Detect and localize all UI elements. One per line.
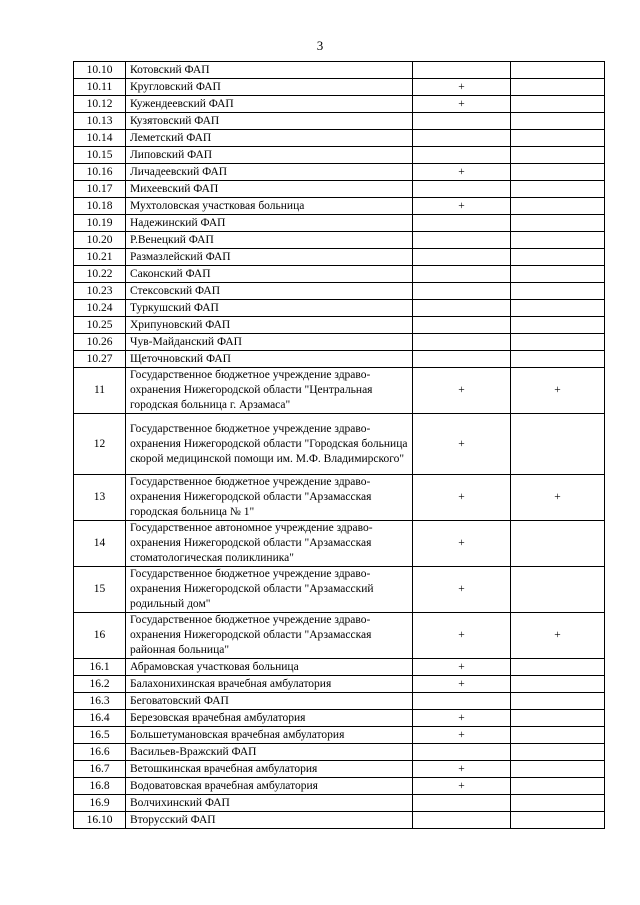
institution-name-cell: Васильев-Вражский ФАП bbox=[126, 744, 413, 761]
row-number-cell: 10.15 bbox=[74, 147, 126, 164]
institution-name-cell: Беговатовский ФАП bbox=[126, 693, 413, 710]
mark-cell-col4 bbox=[511, 414, 605, 475]
mark-cell-col4: + bbox=[511, 613, 605, 659]
row-number-cell: 10.18 bbox=[74, 198, 126, 215]
mark-cell-col4 bbox=[511, 232, 605, 249]
mark-cell-col4 bbox=[511, 521, 605, 567]
mark-cell-col4: + bbox=[511, 368, 605, 414]
table-row bbox=[74, 351, 605, 368]
table-row bbox=[74, 475, 605, 521]
mark-cell-col4 bbox=[511, 710, 605, 727]
table-row bbox=[74, 164, 605, 181]
mark-cell-col4 bbox=[511, 727, 605, 744]
mark-cell-col3: + bbox=[413, 79, 511, 96]
mark-cell-col4 bbox=[511, 795, 605, 812]
table-row bbox=[74, 232, 605, 249]
mark-cell-col4 bbox=[511, 567, 605, 613]
row-number-cell: 16.7 bbox=[74, 761, 126, 778]
table-row bbox=[74, 130, 605, 147]
mark-cell-col3 bbox=[413, 113, 511, 130]
mark-cell-col3 bbox=[413, 317, 511, 334]
mark-cell-col3: + bbox=[413, 96, 511, 113]
mark-cell-col3 bbox=[413, 334, 511, 351]
mark-cell-col3: + bbox=[413, 198, 511, 215]
table-row bbox=[74, 693, 605, 710]
mark-cell-col4: + bbox=[511, 475, 605, 521]
mark-cell-col3 bbox=[413, 232, 511, 249]
row-number-cell: 10.26 bbox=[74, 334, 126, 351]
institution-name-cell: Щеточновский ФАП bbox=[126, 351, 413, 368]
row-number-cell: 10.24 bbox=[74, 300, 126, 317]
row-number-cell: 10.23 bbox=[74, 283, 126, 300]
table-row bbox=[74, 744, 605, 761]
table-row bbox=[74, 727, 605, 744]
table-row bbox=[74, 113, 605, 130]
row-number-cell: 10.11 bbox=[74, 79, 126, 96]
mark-cell-col4 bbox=[511, 79, 605, 96]
mark-cell-col4 bbox=[511, 130, 605, 147]
mark-cell-col4 bbox=[511, 693, 605, 710]
row-number-cell: 12 bbox=[74, 414, 126, 475]
institution-name-cell: Стексовский ФАП bbox=[126, 283, 413, 300]
mark-cell-col3 bbox=[413, 283, 511, 300]
institution-name-cell: Водоватовская врачебная амбулатория bbox=[126, 778, 413, 795]
institution-name-cell: Большетумановская врачебная амбулатория bbox=[126, 727, 413, 744]
institution-name-cell: Вторусский ФАП bbox=[126, 812, 413, 829]
mark-cell-col4 bbox=[511, 164, 605, 181]
table-row bbox=[74, 300, 605, 317]
row-number-cell: 14 bbox=[74, 521, 126, 567]
institution-name-cell: Кужендеевский ФАП bbox=[126, 96, 413, 113]
row-number-cell: 16.9 bbox=[74, 795, 126, 812]
institution-name-cell: Р.Венецкий ФАП bbox=[126, 232, 413, 249]
institution-name-cell: Государственное автономное учреждение здраво-охранения Нижегородской области "Арзамасская стоматологическая поликлиника" bbox=[126, 521, 413, 567]
mark-cell-col3 bbox=[413, 181, 511, 198]
table-row bbox=[74, 62, 605, 79]
mark-cell-col3 bbox=[413, 130, 511, 147]
mark-cell-col4 bbox=[511, 266, 605, 283]
mark-cell-col4 bbox=[511, 351, 605, 368]
mark-cell-col4 bbox=[511, 181, 605, 198]
institution-name-cell: Государственное бюджетное учреждение здраво-охранения Нижегородской области "Арзамасская районная больница" bbox=[126, 613, 413, 659]
row-number-cell: 11 bbox=[74, 368, 126, 414]
table-row bbox=[74, 659, 605, 676]
table-row bbox=[74, 334, 605, 351]
mark-cell-col4 bbox=[511, 317, 605, 334]
institution-name-cell: Леметский ФАП bbox=[126, 130, 413, 147]
table-row bbox=[74, 761, 605, 778]
mark-cell-col4 bbox=[511, 676, 605, 693]
row-number-cell: 10.27 bbox=[74, 351, 126, 368]
mark-cell-col4 bbox=[511, 147, 605, 164]
row-number-cell: 10.16 bbox=[74, 164, 126, 181]
mark-cell-col3: + bbox=[413, 475, 511, 521]
mark-cell-col4 bbox=[511, 62, 605, 79]
table-row bbox=[74, 147, 605, 164]
mark-cell-col3 bbox=[413, 147, 511, 164]
row-number-cell: 16.2 bbox=[74, 676, 126, 693]
mark-cell-col4 bbox=[511, 744, 605, 761]
row-number-cell: 10.19 bbox=[74, 215, 126, 232]
mark-cell-col4 bbox=[511, 778, 605, 795]
table-row bbox=[74, 567, 605, 613]
mark-cell-col4 bbox=[511, 659, 605, 676]
institution-name-cell: Размазлейский ФАП bbox=[126, 249, 413, 266]
table-row bbox=[74, 317, 605, 334]
institution-name-cell: Ветошкинская врачебная амбулатория bbox=[126, 761, 413, 778]
institution-name-cell: Туркушский ФАП bbox=[126, 300, 413, 317]
table-row bbox=[74, 79, 605, 96]
institution-name-cell: Хрипуновский ФАП bbox=[126, 317, 413, 334]
institution-name-cell: Государственное бюджетное учреждение здраво-охранения Нижегородской области "Центральная городская больница г. Арзамаса" bbox=[126, 368, 413, 414]
table-body bbox=[74, 62, 605, 829]
institutions-table bbox=[73, 61, 605, 829]
row-number-cell: 10.14 bbox=[74, 130, 126, 147]
row-number-cell: 10.17 bbox=[74, 181, 126, 198]
mark-cell-col3 bbox=[413, 693, 511, 710]
row-number-cell: 16.10 bbox=[74, 812, 126, 829]
mark-cell-col3 bbox=[413, 300, 511, 317]
mark-cell-col3: + bbox=[413, 521, 511, 567]
institution-name-cell: Саконский ФАП bbox=[126, 266, 413, 283]
row-number-cell: 10.25 bbox=[74, 317, 126, 334]
table-row bbox=[74, 710, 605, 727]
row-number-cell: 16.3 bbox=[74, 693, 126, 710]
row-number-cell: 16 bbox=[74, 613, 126, 659]
row-number-cell: 15 bbox=[74, 567, 126, 613]
mark-cell-col3: + bbox=[413, 727, 511, 744]
mark-cell-col3 bbox=[413, 215, 511, 232]
mark-cell-col4 bbox=[511, 249, 605, 266]
institution-name-cell: Волчихинский ФАП bbox=[126, 795, 413, 812]
mark-cell-col3: + bbox=[413, 567, 511, 613]
row-number-cell: 16.1 bbox=[74, 659, 126, 676]
row-number-cell: 10.20 bbox=[74, 232, 126, 249]
institution-name-cell: Кругловский ФАП bbox=[126, 79, 413, 96]
mark-cell-col3: + bbox=[413, 676, 511, 693]
row-number-cell: 10.10 bbox=[74, 62, 126, 79]
row-number-cell: 10.22 bbox=[74, 266, 126, 283]
mark-cell-col3 bbox=[413, 744, 511, 761]
mark-cell-col3: + bbox=[413, 414, 511, 475]
institution-name-cell: Государственное бюджетное учреждение здраво-охранения Нижегородской области "Арзамасский родильный дом" bbox=[126, 567, 413, 613]
mark-cell-col3 bbox=[413, 812, 511, 829]
mark-cell-col4 bbox=[511, 283, 605, 300]
mark-cell-col4 bbox=[511, 761, 605, 778]
table-row bbox=[74, 266, 605, 283]
row-number-cell: 16.5 bbox=[74, 727, 126, 744]
table-row bbox=[74, 521, 605, 567]
mark-cell-col3 bbox=[413, 795, 511, 812]
institution-name-cell: Балахонихинская врачебная амбулатория bbox=[126, 676, 413, 693]
mark-cell-col3: + bbox=[413, 164, 511, 181]
table-row bbox=[74, 181, 605, 198]
row-number-cell: 16.6 bbox=[74, 744, 126, 761]
institution-name-cell: Абрамовская участковая больница bbox=[126, 659, 413, 676]
institution-name-cell: Котовский ФАП bbox=[126, 62, 413, 79]
mark-cell-col3: + bbox=[413, 761, 511, 778]
row-number-cell: 13 bbox=[74, 475, 126, 521]
table-row bbox=[74, 215, 605, 232]
table-row bbox=[74, 613, 605, 659]
mark-cell-col3 bbox=[413, 62, 511, 79]
institution-name-cell: Личадеевский ФАП bbox=[126, 164, 413, 181]
mark-cell-col3: + bbox=[413, 368, 511, 414]
institution-name-cell: Михеевский ФАП bbox=[126, 181, 413, 198]
table-row bbox=[74, 368, 605, 414]
page-number: 3 bbox=[316, 38, 324, 53]
institution-name-cell: Надежинский ФАП bbox=[126, 215, 413, 232]
table-row bbox=[74, 795, 605, 812]
institution-name-cell: Мухтоловская участковая больница bbox=[126, 198, 413, 215]
table-row bbox=[74, 198, 605, 215]
row-number-cell: 10.21 bbox=[74, 249, 126, 266]
table-row bbox=[74, 283, 605, 300]
row-number-cell: 16.8 bbox=[74, 778, 126, 795]
mark-cell-col4 bbox=[511, 96, 605, 113]
table-row bbox=[74, 249, 605, 266]
mark-cell-col4 bbox=[511, 812, 605, 829]
mark-cell-col3: + bbox=[413, 778, 511, 795]
mark-cell-col3: + bbox=[413, 659, 511, 676]
institution-name-cell: Липовский ФАП bbox=[126, 147, 413, 164]
table-row bbox=[74, 778, 605, 795]
mark-cell-col3 bbox=[413, 249, 511, 266]
row-number-cell: 10.13 bbox=[74, 113, 126, 130]
institution-name-cell: Чув-Майданский ФАП bbox=[126, 334, 413, 351]
mark-cell-col3: + bbox=[413, 613, 511, 659]
mark-cell-col4 bbox=[511, 334, 605, 351]
mark-cell-col3 bbox=[413, 351, 511, 368]
mark-cell-col4 bbox=[511, 113, 605, 130]
mark-cell-col4 bbox=[511, 198, 605, 215]
mark-cell-col3: + bbox=[413, 710, 511, 727]
table-row bbox=[74, 676, 605, 693]
mark-cell-col4 bbox=[511, 300, 605, 317]
row-number-cell: 10.12 bbox=[74, 96, 126, 113]
institution-name-cell: Березовская врачебная амбулатория bbox=[126, 710, 413, 727]
table-row bbox=[74, 96, 605, 113]
mark-cell-col4 bbox=[511, 215, 605, 232]
institution-name-cell: Государственное бюджетное учреждение здраво-охранения Нижегородской области "Городская больница скорой медицинской помощи им. М.Ф. Владимирского" bbox=[126, 414, 413, 475]
row-number-cell: 16.4 bbox=[74, 710, 126, 727]
table-row bbox=[74, 414, 605, 475]
institution-name-cell: Государственное бюджетное учреждение здраво-охранения Нижегородской области "Арзамасская городская больница № 1" bbox=[126, 475, 413, 521]
institution-name-cell: Кузятовский ФАП bbox=[126, 113, 413, 130]
mark-cell-col3 bbox=[413, 266, 511, 283]
table-row bbox=[74, 812, 605, 829]
